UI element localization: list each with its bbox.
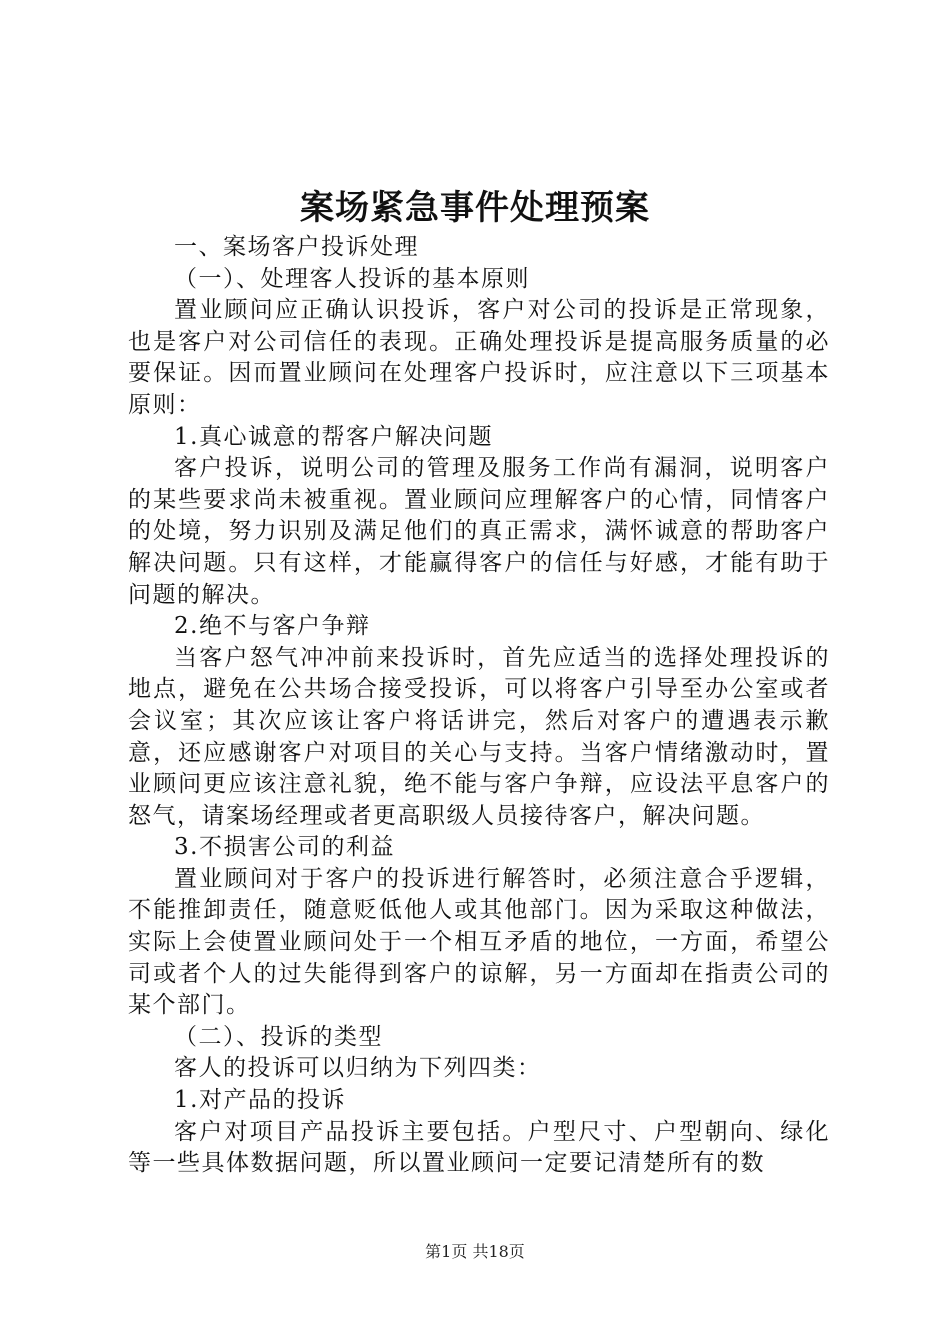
paragraph-types-intro: 客人的投诉可以归纳为下列四类： bbox=[174, 1055, 542, 1082]
page-footer: 第1页 共18页 bbox=[425, 1242, 525, 1261]
subsection-heading-2: （二）、投诉的类型 bbox=[174, 1023, 383, 1050]
paragraph-intro: 置业顾问应正确认识投诉，客户对公司的投诉是正常现象，也是客户对公司信任的表现。正确处理投诉是提高服务质量的必要保证。因而置业顾问在处理客户投诉时，应注意以下三项基本原则： bbox=[128, 297, 830, 418]
section-heading-1: 一、案场客户投诉处理 bbox=[174, 234, 419, 260]
type-heading-1: 1.对产品的投诉 bbox=[174, 1087, 346, 1114]
paragraph-principle-3: 置业顾问对于客户的投诉进行解答时，必须注意合乎逻辑，不能推卸责任，随意贬低他人或其他部门。因为采取这种做法，实际上会使置业顾问处于一个相互矛盾的地位，一方面，希望公司或者个人的过失能得到客户的谅解，另一方面却在指责公司的某个部门。 bbox=[128, 865, 830, 1019]
principle-heading-2: 2.绝不与客户争辩 bbox=[174, 613, 371, 640]
principle-heading-3: 3.不损害公司的利益 bbox=[174, 834, 395, 861]
document-body bbox=[128, 232, 830, 1180]
document-title: 案场紧急事件处理预案 bbox=[300, 188, 650, 228]
subsection-heading-1: （一）、处理客人投诉的基本原则 bbox=[174, 265, 530, 292]
paragraph-principle-2: 当客户怒气冲冲前来投诉时，首先应适当的选择处理投诉的地点，避免在公共场合接受投诉，可以将客户引导至办公室或者会议室；其次应该让客户将话讲完，然后对客户的遭遇表示歉意，还应感谢客户对项目的关心与支持。当客户情绪激动时，置业顾问更应该注意礼貌，绝不能与客户争辩，应设法平息客户的怒气，请案场经理或者更高职级人员接待客户，解决问题。 bbox=[128, 644, 830, 829]
paragraph-principle-1: 客户投诉，说明公司的管理及服务工作尚有漏洞，说明客户的某些要求尚未被重视。置业顾问应理解客户的心情，同情客户的处境，努力识别及满足他们的真正需求，满怀诚意的帮助客户解决问题。只有这样，才能赢得客户的信任与好感，才能有助于问题的解决。 bbox=[128, 455, 830, 608]
principle-heading-1: 1.真心诚意的帮客户解决问题 bbox=[174, 423, 493, 450]
paragraph-type-1: 客户对项目产品投诉主要包括。户型尺寸、户型朝向、绿化等一些具体数据问题，所以置业顾问一定要记清楚所有的数 bbox=[128, 1118, 830, 1177]
